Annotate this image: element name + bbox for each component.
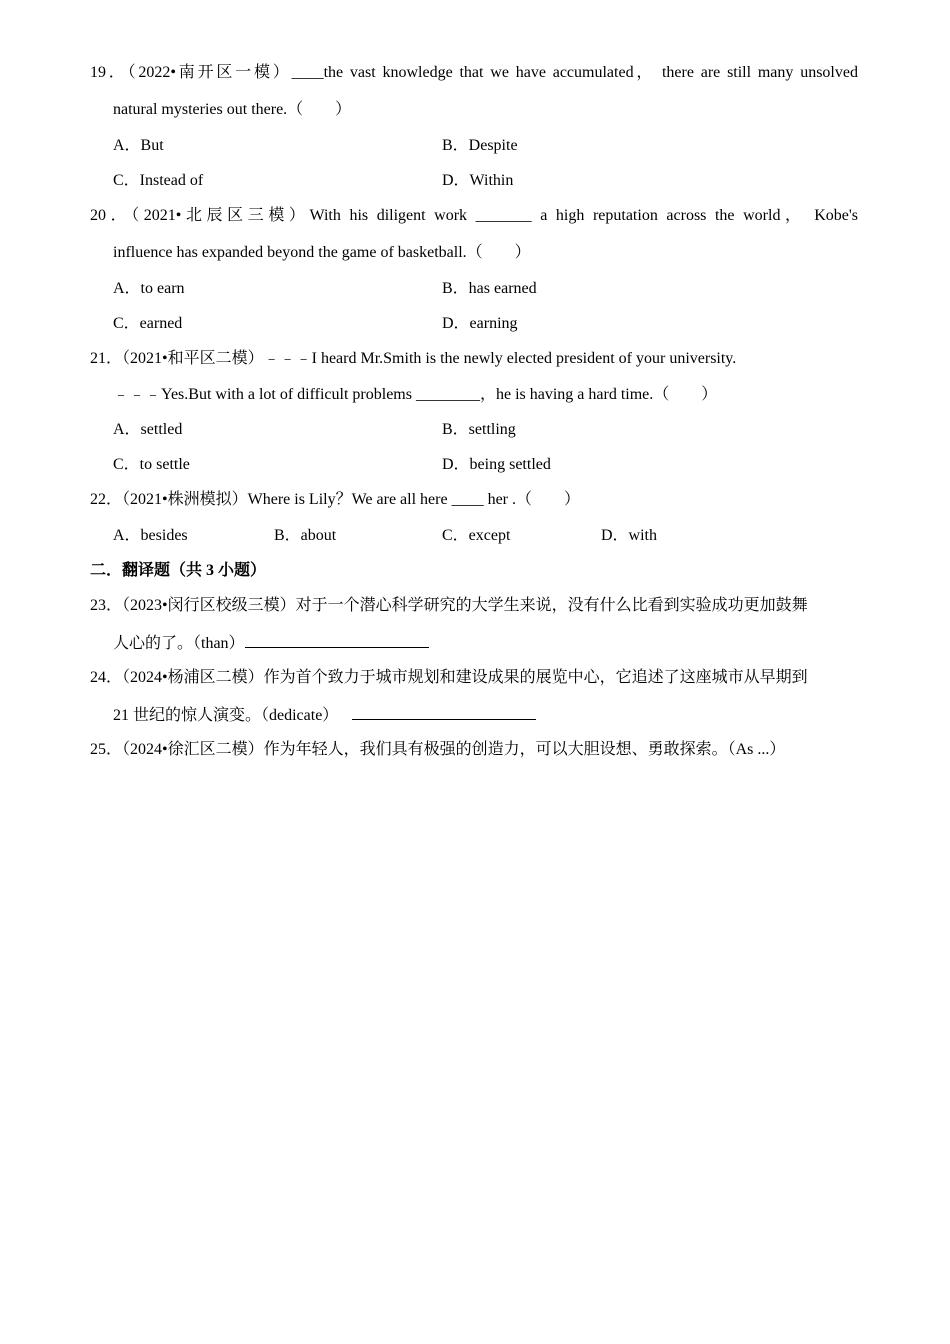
option-d: D．with <box>601 527 658 544</box>
question-19-continued: natural mysteries out there.（ ） <box>113 101 352 118</box>
option-c: C．except <box>442 527 511 544</box>
question-20 <box>90 206 858 226</box>
question-number: 20． <box>90 207 132 224</box>
question-number: 24． <box>90 669 123 686</box>
question-text: 人心的了。（than） <box>113 635 245 652</box>
question-number: 22． <box>90 491 123 508</box>
option-b: B．about <box>274 527 337 544</box>
question-text: Where is Lily？We are all here ____ her .（ ） <box>247 491 581 508</box>
question-21 <box>90 349 736 369</box>
question-source: （2024•徐汇区二模） <box>122 741 264 758</box>
question-text: 作为年轻人，我们具有极强的创造力，可以大胆设想、勇敢探索。（As ...） <box>263 741 786 758</box>
option-a: A．But <box>113 137 164 154</box>
question-24-continued <box>113 705 536 726</box>
question-source: （2021•株洲模拟） <box>122 491 248 508</box>
question-21-continued: ﹣﹣﹣Yes.But with a lot of difficult problems ________，he is having a hard time.（ ） <box>113 386 718 403</box>
option-c: C．earned <box>113 315 183 332</box>
question-number: 25． <box>90 741 123 758</box>
option-d: D．earning <box>442 315 518 332</box>
question-text: 作为首个致力于城市规划和建设成果的展览中心，它追述了这座城市从早期到 <box>263 669 808 686</box>
option-a: A．to earn <box>113 280 185 297</box>
option-b: B．has earned <box>442 280 537 297</box>
question-source: （2024•杨浦区二模） <box>122 669 264 686</box>
option-d: D．Within <box>442 172 514 189</box>
question-19 <box>90 63 858 83</box>
option-a: A．besides <box>113 527 188 544</box>
question-number: 23． <box>90 597 123 614</box>
question-source: （2023•闵行区校级三模） <box>122 597 296 614</box>
question-number: 21． <box>90 350 123 367</box>
option-c: C．Instead of <box>113 172 204 189</box>
answer-blank[interactable] <box>245 633 429 648</box>
answer-blank[interactable] <box>352 705 536 720</box>
section-heading: 二．翻译题（共 3 小题） <box>90 562 267 579</box>
question-source: （2022•南开区一模） <box>127 64 292 81</box>
question-text: 21 世纪的惊人演变。（dedicate） <box>113 707 339 724</box>
option-c: C．to settle <box>113 456 190 473</box>
question-23-continued <box>113 633 429 654</box>
question-text: With his diligent work _______ a high reputation across the world， Kobe's <box>309 207 858 224</box>
option-b: B．Despite <box>442 137 518 154</box>
question-24 <box>90 668 858 688</box>
question-source: （2021•和平区二模） <box>122 350 264 367</box>
question-22 <box>90 490 580 510</box>
question-text: 对于一个潜心科学研究的大学生来说，没有什么比看到实验成功更加鼓舞 <box>295 597 808 614</box>
option-d: D．being settled <box>442 456 551 473</box>
question-25 <box>90 740 785 760</box>
question-20-continued: influence has expanded beyond the game of basketball.（ ） <box>113 244 531 261</box>
option-a: A．settled <box>113 421 183 438</box>
option-b: B．settling <box>442 421 516 438</box>
question-number: 19． <box>90 64 128 81</box>
question-23 <box>90 596 858 616</box>
question-text: ﹣﹣﹣I heard Mr.Smith is the newly elected president of your university. <box>263 350 737 367</box>
question-text: ____the vast knowledge that we have accumulated， there are still many unsolved <box>291 64 858 81</box>
question-source: （2021•北辰区三模） <box>131 207 310 224</box>
